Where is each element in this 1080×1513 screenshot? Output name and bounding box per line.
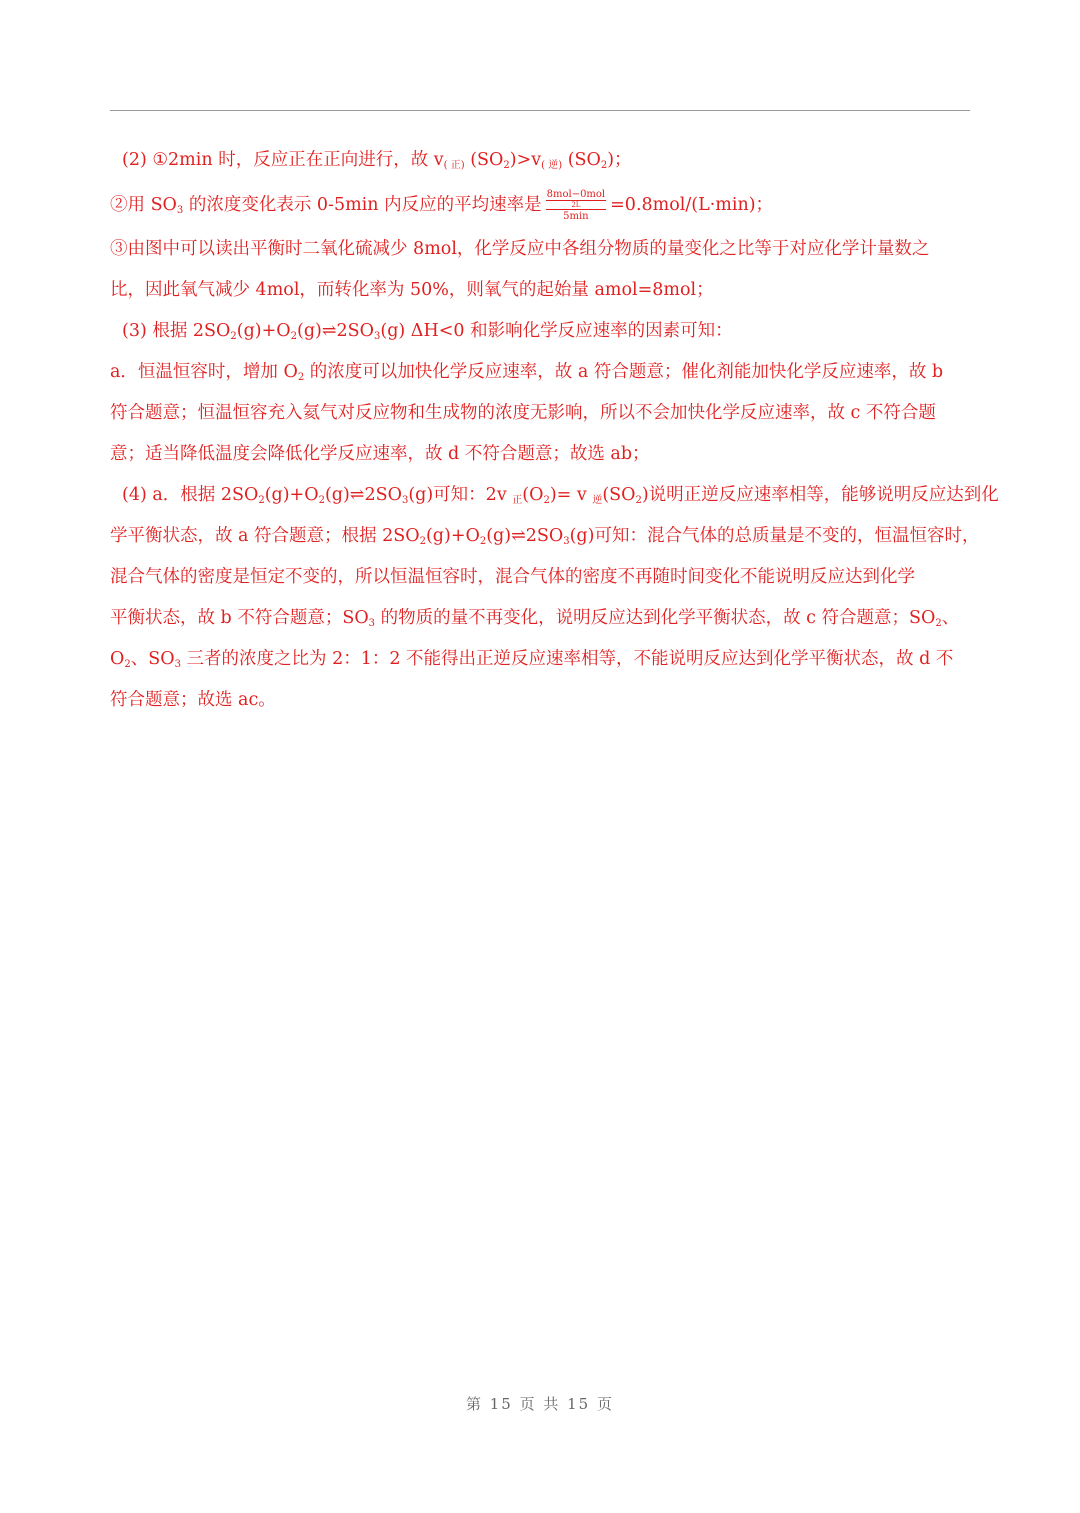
text: 的物质的量不再变化，说明反应达到化学平衡状态，故 c 符合题意；SO <box>375 608 936 628</box>
subscript: 2 <box>318 495 325 506</box>
text: =0.8mol/(L·min)； <box>610 195 774 215</box>
answer-line-3 <box>110 311 970 352</box>
text: (g)⇌2SO <box>486 526 564 546</box>
text: (g)⇌2SO <box>324 485 402 505</box>
text: (g) ΔH<0 和影响化学反应速率的因素可知： <box>380 321 733 341</box>
subscript: 2 <box>230 331 237 342</box>
subscript: 2 <box>124 659 131 670</box>
subscript: 2 <box>503 160 510 171</box>
header-rule <box>110 110 970 111</box>
text: (SO <box>464 150 504 170</box>
subscript: 3 <box>374 331 381 342</box>
text: (g)可知：2v <box>408 485 513 505</box>
subscript: 2 <box>479 536 487 547</box>
answer-line-3a <box>110 352 970 393</box>
answer-line-2-3a: ③由图中可以读出平衡时二氧化硫减少 8mol，化学反应中各组分物质的量变化之比等于对应化学计量数之 <box>110 239 930 259</box>
text: a．恒温恒容时，增加 O <box>110 362 298 382</box>
subscript: ( 逆) <box>541 160 563 171</box>
text: 学平衡状态，故 a 符合题意；根据 2SO <box>110 526 420 546</box>
answer-line-2-1 <box>110 140 970 181</box>
subscript: 2 <box>290 331 298 342</box>
subscript: 2 <box>600 160 608 171</box>
subscript: 3 <box>563 536 570 547</box>
answer-line-4d <box>110 598 970 639</box>
page-number-footer: 第 15 页 共 15 页 <box>465 1395 614 1413</box>
fraction-denominator: 5min <box>563 211 589 222</box>
fraction-volume: 2L <box>546 201 607 210</box>
text: (4) a．根据 2SO <box>122 485 259 505</box>
answer-line-4e <box>110 639 970 680</box>
text: 、 <box>941 608 960 628</box>
text: (O <box>522 485 544 505</box>
subscript: 3 <box>368 618 376 629</box>
answer-line-3b: 符合题意；恒温恒容充入氦气对反应物和生成物的浓度无影响，所以不会加快化学反应速率，故 c 不符合题 <box>110 403 936 423</box>
answer-line-2-3b: 比，因此氧气减少 4mol，而转化率为 50%，则氧气的起始量 amol=8mol； <box>110 280 714 300</box>
text: )说明正逆反应速率相等，能够说明反应达到化 <box>641 485 999 505</box>
subscript: 2 <box>635 495 642 506</box>
subscript: 正 <box>512 495 523 506</box>
text: (SO <box>562 150 601 170</box>
text: (g)⇌2SO <box>297 321 375 341</box>
text: 平衡状态，故 b 不符合题意；SO <box>110 608 369 628</box>
text: )= v <box>549 485 593 505</box>
rate-fraction <box>544 189 609 222</box>
text: (g)+O <box>236 321 291 341</box>
text: (g)+O <box>264 485 319 505</box>
answer-line-4f: 符合题意；故选 ac。 <box>110 690 276 710</box>
answer-line-3c: 意；适当降低温度会降低化学反应速率，故 d 不符合题意；故选 ab； <box>110 444 650 464</box>
answer-body <box>110 140 999 721</box>
subscript: 2 <box>258 495 265 506</box>
subscript: 2 <box>543 495 550 506</box>
subscript: 2 <box>297 372 305 383</box>
subscript: 3 <box>174 659 181 670</box>
text: (2) ①2min 时，反应正在正向进行，故 v <box>122 150 444 170</box>
subscript: 3 <box>401 495 409 506</box>
text: 的浓度变化表示 0-5min 内反应的平均速率是 <box>183 195 542 215</box>
text: 、SO <box>130 649 175 669</box>
text: (3) 根据 2SO <box>122 321 231 341</box>
fraction-numerator: 8mol−0mol <box>546 189 606 200</box>
text: (g)可知：混合气体的总质量是不变的，恒温恒容时， <box>569 526 980 546</box>
answer-line-4b <box>110 516 980 557</box>
text: )； <box>607 150 632 170</box>
text: (SO <box>602 485 636 505</box>
text: 三者的浓度之比为 2：1：2 不能得出正逆反应速率相等，不能说明反应达到化学平衡状态，故 d 不 <box>180 649 954 669</box>
text: )>v <box>509 150 542 170</box>
answer-line-4c: 混合气体的密度是恒定不变的，所以恒温恒容时，混合气体的密度不再随时间变化不能说明反应达到化学 <box>110 567 915 587</box>
subscript: ( 正) <box>443 160 465 171</box>
answer-line-2-2 <box>110 181 970 229</box>
subscript: 2 <box>419 536 426 547</box>
subscript: 2 <box>935 618 942 629</box>
subscript: 逆 <box>592 495 603 506</box>
text: ②用 SO <box>110 195 177 215</box>
text: 的浓度可以加快化学反应速率，故 a 符合题意；催化剂能加快化学反应速率，故 b <box>304 362 944 382</box>
answer-line-4a <box>110 475 999 516</box>
text: O <box>110 649 125 669</box>
subscript: 3 <box>176 205 184 216</box>
text: (g)+O <box>425 526 480 546</box>
